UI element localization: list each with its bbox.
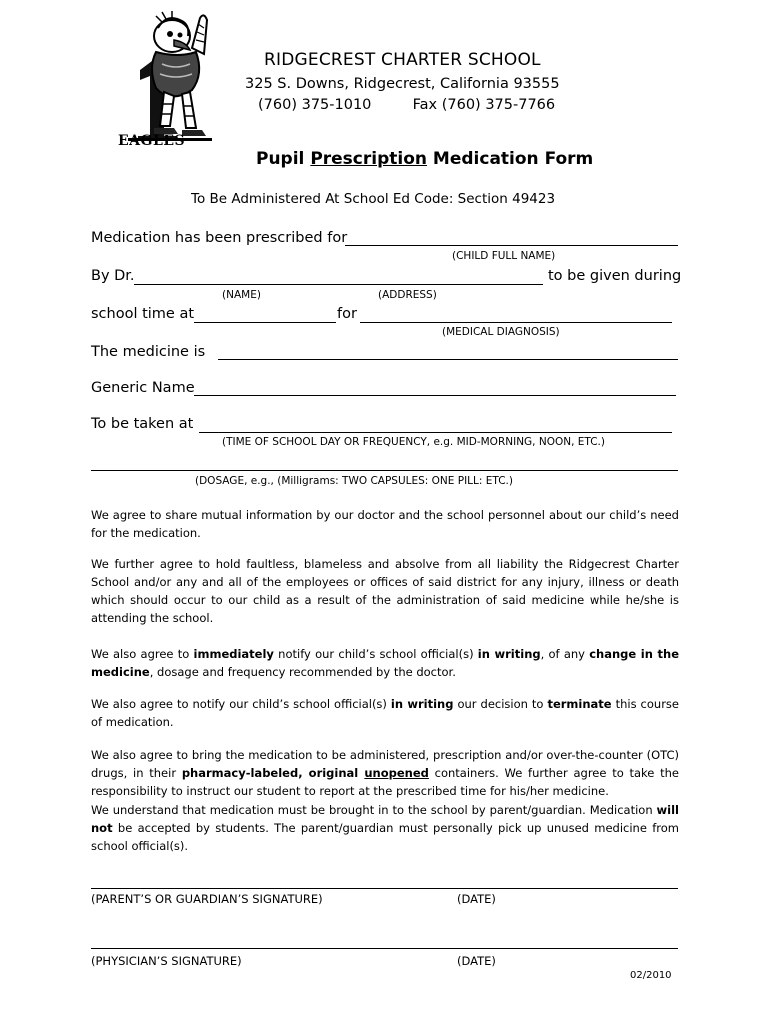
physician-signature-label: (PHYSICIAN’S SIGNATURE) [91,954,242,968]
p3-text-a: We also agree to [91,647,194,661]
agreement-paragraph-2: We further agree to hold faultless, blameless and absolve from all liability the Ridgecrest Charter School and/or any and all of the employees or offices of said district for any injury, illness or death which should occur to our child as a result of the administration of said medicine while he/she is attending the school. [91,557,679,625]
p4-text-a: We also agree to notify our child’s school official(s) [91,697,391,711]
p4-bold-terminate: terminate [547,697,612,711]
school-name: RIDGECREST CHARTER SCHOOL [264,50,541,70]
physician-date-label: (DATE) [457,954,496,968]
physician-signature-line[interactable] [91,948,678,949]
doctor-name-address-field[interactable] [134,284,543,285]
parent-signature-label: (PARENT’S OR GUARDIAN’S SIGNATURE) [91,892,323,906]
p4-text-e: this course of medication. [91,697,680,729]
form-title [256,149,593,169]
child-name-field[interactable] [345,245,678,246]
agreement-paragraph-3 [91,645,679,681]
diagnosis-hint: (MEDICAL DIAGNOSIS) [442,326,560,338]
p5-text-a: We also agree to bring the medication to be administered, prescription and/or over-the-counter (OTC) drugs, in their [91,748,679,780]
p3-text-e: , of any [540,647,590,661]
taken-at-field[interactable] [199,432,672,433]
title-prefix: Pupil [256,149,311,169]
parent-date-label: (DATE) [457,892,496,906]
school-phone: (760) 375-1010 [258,97,372,113]
child-name-hint: (CHILD FULL NAME) [452,250,556,262]
agreement-paragraph-4 [91,695,679,731]
p4-text-c: our decision to [453,697,548,711]
p5-bold-unopened: unopened [364,766,429,780]
p5-bold-pharmacy: pharmacy-labeled, original [181,766,365,780]
to-be-given-label: to be given during [548,268,682,284]
p3-bold-in-writing: in writing [477,647,541,661]
p4-bold-in-writing: in writing [390,697,454,711]
doctor-address-hint: (ADDRESS) [378,289,437,301]
prescribed-for-label: Medication has been prescribed for [91,230,348,246]
medicine-label: The medicine is [91,344,206,360]
p3-bold-immediately: immediately [193,647,274,661]
school-phone-line [258,97,555,113]
title-emphasis: Prescription [310,149,427,169]
for-label: for [337,306,357,322]
dosage-field[interactable] [91,470,678,471]
p3-text-g: , dosage and frequency recommended by the doctor. [149,665,456,679]
school-time-label: school time at [91,306,195,322]
agreement-paragraph-5 [91,746,679,800]
school-address: 325 S. Downs, Ridgecrest, California 93555 [245,76,560,92]
school-time-field[interactable] [194,322,336,323]
p3-bold-change: change in the medicine [91,647,679,679]
doctor-name-hint: (NAME) [222,289,261,301]
revision-date: 02/2010 [630,970,672,981]
generic-name-label: Generic Name [91,380,195,396]
taken-at-label: To be taken at [91,416,194,432]
agreement-paragraph-1: We agree to share mutual information by our doctor and the school personnel about our child’s need for the medication. [91,508,679,540]
school-logo [100,8,230,154]
medical-diagnosis-field[interactable] [360,322,672,323]
p3-text-c: notify our child’s school official(s) [273,647,478,661]
school-fax: Fax (760) 375-7766 [412,97,556,113]
dosage-hint: (DOSAGE, e.g., (Milligrams: TWO CAPSULES: ONE PILL: ETC.) [195,475,513,487]
time-hint: (TIME OF SCHOOL DAY OR FREQUENCY, e.g. MID-MORNING, NOON, ETC.) [222,436,605,448]
agreement-paragraph-6 [91,801,679,855]
title-suffix: Medication Form [427,149,594,169]
form-subtitle: To Be Administered At School Ed Code: Section 49423 [191,191,556,207]
parent-signature-line[interactable] [91,888,678,889]
generic-name-field[interactable] [194,395,676,396]
p6-text-a: We understand that medication must be brought in to the school by parent/guardian. Medication [91,803,657,817]
p5-text-d: containers. We further agree to take the responsibility to instruct our student to report at the prescribed time for his/her medicine. [91,766,680,798]
p6-bold-will-not: will not [91,803,679,835]
logo-caption: EAGLES [118,133,186,149]
p6-text-c: be accepted by students. The parent/guardian must personally pick up unused medicine from school official(s). [91,821,679,853]
medicine-field[interactable] [218,359,678,360]
by-dr-label: By Dr. [91,268,135,284]
